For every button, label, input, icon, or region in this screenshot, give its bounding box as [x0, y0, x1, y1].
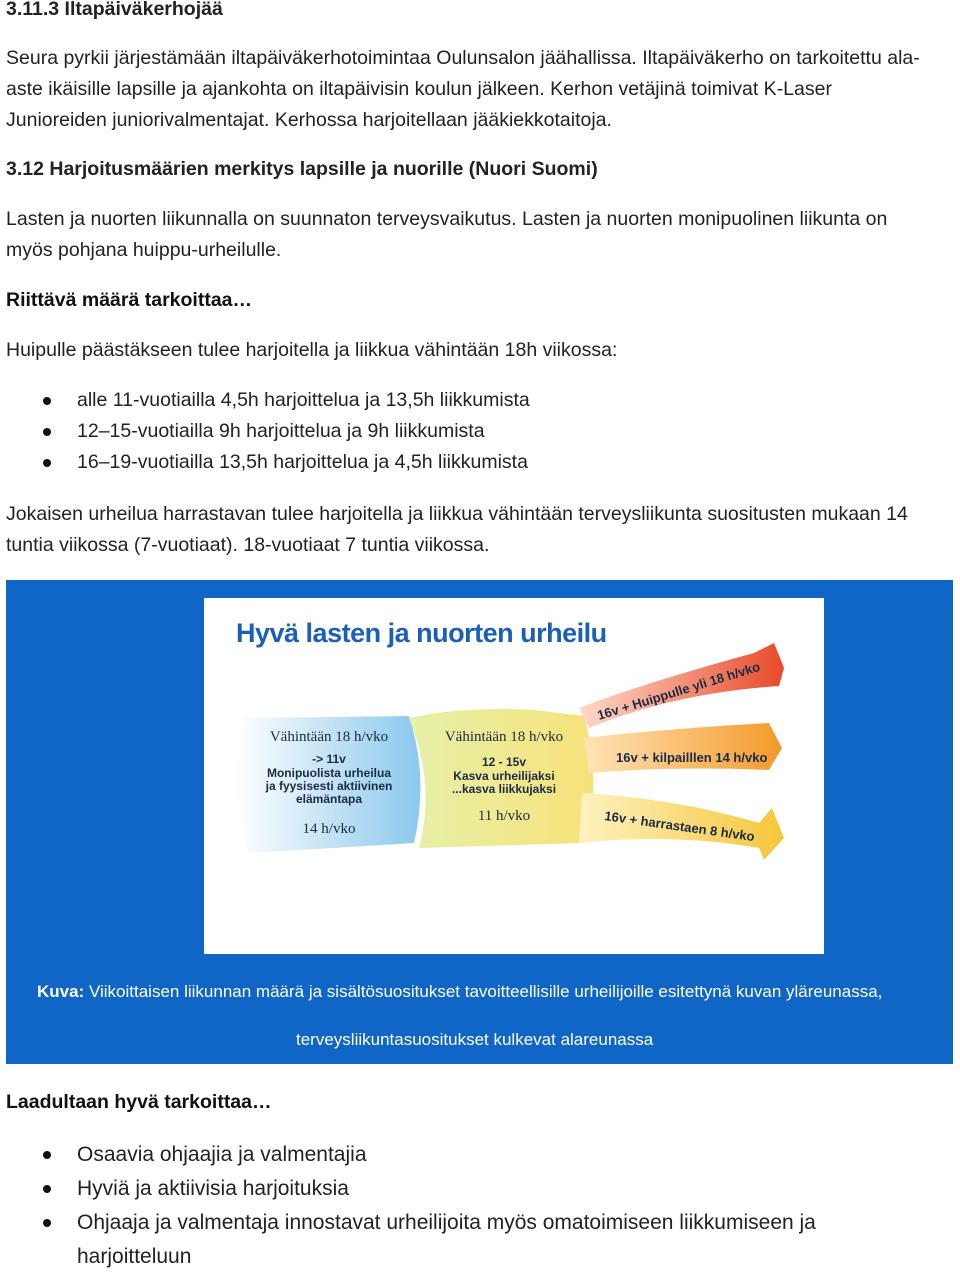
bullet-icon — [43, 1219, 51, 1227]
list-item: Hyviä ja aktiivisia harjoituksia — [0, 1172, 816, 1206]
bullet-list-amounts — [0, 385, 530, 478]
paragraph-line: Junioreiden juniorivalmentajat. Kerhossa harjoitellaan jääkiekkotaitoja. — [6, 109, 612, 131]
arrow-label: 16v + Huippulle yli 18 h/vko — [595, 658, 762, 723]
paragraph-line: Jokaisen urheilua harrastavan tulee harjoitella ja liikkua vähintään terveysliikunta suositusten mukaan 14 — [6, 503, 908, 525]
blue-block-text: Monipuolista urheilua — [266, 766, 392, 780]
bullet-icon — [43, 397, 51, 405]
bullet-list-quality — [0, 1138, 816, 1274]
list-item: alle 11-vuotiailla 4,5h harjoittelua ja 13,5h liikkumista — [0, 385, 530, 416]
paragraph-line: Huipulle päästäkseen tulee harjoitella ja liikkua vähintään 18h viikossa: — [6, 339, 618, 361]
paragraph-line: tuntia viikossa (7-vuotiaat). 18-vuotiaat 7 tuntia viikossa. — [6, 534, 490, 556]
blue-block-text: Vähintään 18 h/vko — [269, 729, 389, 745]
yellow-block-text: Vähintään 18 h/vko — [444, 729, 564, 745]
arrow-label: 16v + harrastaen 8 h/vko — [603, 808, 756, 845]
yellow-block-text: 12 - 15v — [481, 755, 527, 769]
bullet-icon — [43, 459, 51, 467]
list-item: Osaavia ohjaajia ja valmentajia — [0, 1138, 816, 1172]
paragraph-line: aste ikäisille lapsille ja ajankohta on iltapäivisin koulun jälkeen. Kerhon vetäjinä toimivat K-Laser — [6, 78, 832, 100]
figure-illustration — [204, 598, 824, 954]
subheading-laadultaan: Laadultaan hyvä tarkoittaa… — [6, 1091, 272, 1113]
paragraph-line: myös pohjana huippu-urheilulle. — [6, 239, 282, 261]
yellow-block-text: ...kasva liikkujaksi — [451, 782, 557, 796]
section-heading-3-12: 3.12 Harjoitusmäärien merkitys lapsille ja nuorille (Nuori Suomi) — [6, 158, 598, 180]
yellow-block-text: Kasva urheilijaksi — [453, 769, 555, 783]
blue-block-text: -> 11v — [312, 752, 346, 766]
list-item: 16–19-vuotiailla 13,5h harjoittelua ja 4,5h liikkumista — [0, 447, 530, 478]
blue-block-text: 14 h/vko — [302, 821, 356, 837]
figure-youth-sport — [6, 580, 953, 1064]
list-item: 12–15-vuotiailla 9h harjoittelua ja 9h liikkumista — [0, 416, 530, 447]
figure-caption-line2: terveysliikuntasuositukset kulkevat alareunassa — [296, 1030, 654, 1049]
bullet-icon — [43, 1185, 51, 1193]
yellow-block-text: 11 h/vko — [477, 808, 531, 824]
section-heading-3-11-3: 3.11.3 Iltapäiväkerhojää — [6, 0, 223, 20]
arrow-label: 16v + kilpailllen 14 h/vko — [616, 750, 768, 765]
paragraph-line: Lasten ja nuorten liikunnalla on suunnaton terveysvaikutus. Lasten ja nuorten monipuolinen liikunta on — [6, 208, 888, 230]
figure-title: Hyvä lasten ja nuorten urheilu — [236, 618, 607, 648]
list-item: Ohjaaja ja valmentaja innostavat urheilijoita myös omatoimiseen liikkumiseen ja — [0, 1206, 816, 1240]
list-item-continuation: harjoitteluun — [77, 1245, 192, 1268]
subheading-riittava: Riittävä määrä tarkoittaa… — [6, 289, 253, 311]
figure-caption-line1: Kuva: Viikoittaisen liikunnan määrä ja sisältösuositukset tavoitteellisille urheilijoille esitettynä kuvan yläreunassa, — [37, 982, 883, 1001]
blue-block-text: elämäntapa — [295, 792, 363, 806]
paragraph-line: Seura pyrkii järjestämään iltapäiväkerhotoimintaa Oulunsalon jäähallissa. Iltapäiväkerho on tarkoitettu ala- — [6, 47, 920, 69]
blue-block-text: ja fyysisesti aktiivinen — [265, 779, 393, 793]
bullet-icon — [43, 1151, 51, 1159]
orange-arrow — [584, 723, 782, 773]
figure-panel — [204, 598, 824, 954]
bullet-icon — [43, 428, 51, 436]
